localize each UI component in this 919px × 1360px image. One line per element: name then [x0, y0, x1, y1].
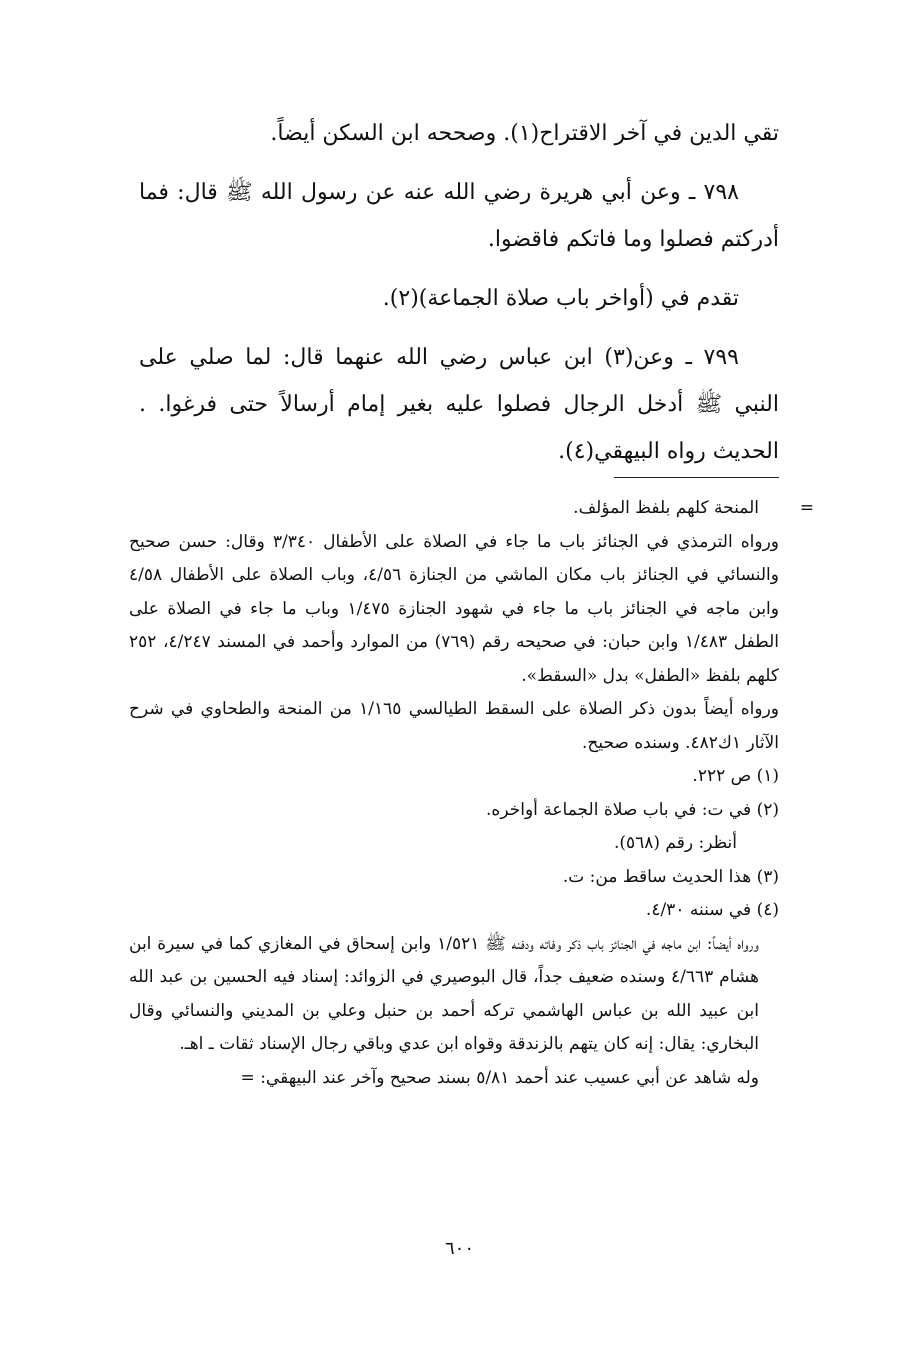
- main-text: [139, 110, 779, 487]
- page-number: ٦٠٠: [444, 1238, 474, 1259]
- footnote-4: (٤) في سننه ٤/٣٠.: [645, 900, 779, 920]
- footnote-4-shahid: وله شاهد عن أبي عسيب عند أحمد ٥/٨١ بسند صحيح وآخر عند البيهقي: =: [240, 1067, 759, 1088]
- continuation-mark: =: [799, 498, 814, 518]
- footnote-2: (٢) في ت: في باب صلاة الجماعة أواخره.: [486, 799, 779, 820]
- footnote-2-ref: أنظر: رقم (٥٦٨).: [613, 833, 737, 853]
- note-continuation: المنحة كلهم بلفظ المؤلف.: [573, 498, 759, 518]
- note-tayalisi: ورواه أيضاً بدون ذكر الصلاة على السقط الطيالسي ١/١٦٥ من المنحة والطحاوي في شرح الآثار ١ك٤٨٢. وسنده صحيح.: [129, 699, 780, 753]
- footnote-1: (١) ص ٢٢٢.: [692, 766, 779, 786]
- footnotes: [129, 492, 814, 1095]
- footnote-divider: [614, 477, 779, 478]
- hadith-799: ٧٩٩ ـ وعن(٣) ابن عباس رضي الله عنهما قال: لما صلي على النبي ﷺ أدخل الرجال فصلوا عليه بغير إمام أرسالاً حتى فرغوا. . الحديث رواه البيهقي(٤).: [139, 345, 779, 464]
- footnote-4-ibn-majah: ورواه أيضاً: ابن ماجه في الجنائز باب ذكر وفاته ودفنه ﷺ ١/٥٢١ وابن إسحاق في المغازي كما في سيرة ابن هشام ٤/٦٦٣ وسنده ضعيف جداً، قال البوصيري في الزوائد: إسناد فيه الحسين بن عبد الله ابن عبيد الله بن عباس الهاشمي تركه أحمد بن حنبل وعلي بن المديني والنسائي وقال البخاري: يقال: إنه كان يتهم بالزندقة وقواه ابن عدي وباقي رجال الإسناد ثقات ـ اهـ.: [129, 933, 759, 1054]
- main-paragraph-3: تقدم في (أواخر باب صلاة الجماعة)(٢).: [382, 286, 739, 311]
- note-tirmidhi: ورواه الترمذي في الجنائز باب ما جاء في الصلاة على الأطفال ٣/٣٤٠ وقال: حسن صحيح والنسائي في الجنائز باب مكان الماشي من الجنازة ٤/٥٦، وباب الصلاة على الأطفال ٤/٥٨ وابن ماجه في الجنائز باب ما جاء في شهود الجنازة ١/٤٧٥ وباب ما جاء في الصلاة على الطفل ١/٤٨٣ وابن حبان: في صحيحه رقم (٧٦٩) من الموارد وأحمد في المسند ٤/٢٤٧، ٢٥٢ كلهم بلفظ «الطفل» بدل «السقط».: [129, 531, 780, 686]
- footnote-3: (٣) هذا الحديث ساقط من: ت.: [562, 866, 779, 887]
- hadith-798: ٧٩٨ ـ وعن أبي هريرة رضي الله عنه عن رسول الله ﷺ قال: فما أدركتم فصلوا وما فاتكم فاقضوا.: [139, 180, 779, 252]
- main-paragraph-1: تقي الدين في آخر الاقتراح(١). وصححه ابن السكن أيضاً.: [270, 121, 779, 146]
